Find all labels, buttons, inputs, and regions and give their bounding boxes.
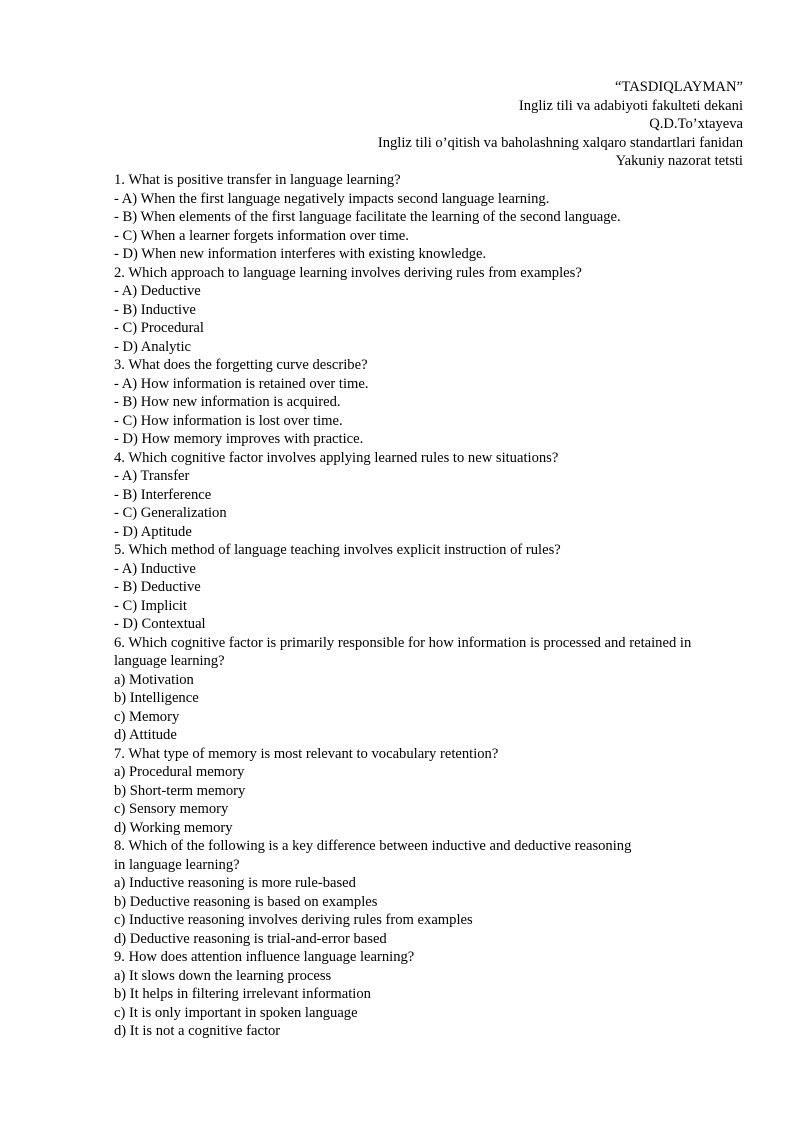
option: c) Inductive reasoning involves deriving rules from examples xyxy=(114,912,473,928)
option: - D) Contextual xyxy=(114,616,206,632)
question-8: 8. Which of the following is a key difference between inductive and deductive reasoning xyxy=(114,838,632,854)
option: a) Procedural memory xyxy=(114,764,245,780)
option: b) Intelligence xyxy=(114,690,199,706)
option: - A) Transfer xyxy=(114,468,190,484)
question-8-continued: in language learning? xyxy=(114,856,240,873)
option: - A) When the first language negatively impacts second language learning. xyxy=(114,190,550,207)
option: d) Deductive reasoning is trial-and-error based xyxy=(114,930,387,947)
option: d) Working memory xyxy=(114,819,233,836)
option: - C) Implicit xyxy=(114,597,187,614)
option: - B) How new information is acquired. xyxy=(114,394,341,410)
option: - D) Aptitude xyxy=(114,523,192,540)
option: - D) Analytic xyxy=(114,338,192,355)
option: - D) When new information interferes with existing knowledge. xyxy=(114,246,487,262)
question-3: 3. What does the forgetting curve describe? xyxy=(114,357,368,373)
option: d) It is not a cognitive factor xyxy=(114,1023,281,1039)
question-9: 9. How does attention influence language learning? xyxy=(114,949,415,965)
question-5: 5. Which method of language teaching involves explicit instruction of rules? xyxy=(114,542,561,558)
option: d) Attitude xyxy=(114,727,177,743)
option: - C) When a learner forgets information over time. xyxy=(114,227,409,244)
option: - B) Interference xyxy=(114,486,212,503)
option: - C) Procedural xyxy=(114,320,204,336)
question-2: 2. Which approach to language learning involves deriving rules from examples? xyxy=(114,264,582,281)
subject-title: Ingliz tili o’qitish va baholashning xalqaro standartlari fanidan xyxy=(377,134,743,151)
question-4: 4. Which cognitive factor involves applying learned rules to new situations? xyxy=(114,449,559,466)
option: a) It slows down the learning process xyxy=(114,967,332,984)
option: a) Motivation xyxy=(114,671,194,688)
option: - C) How information is lost over time. xyxy=(114,412,343,429)
dean-name: Q.D.To’xtayeva xyxy=(649,116,743,132)
option: b) It helps in filtering irrelevant information xyxy=(114,986,371,1002)
option: c) Memory xyxy=(114,708,180,725)
option: a) Inductive reasoning is more rule-based xyxy=(114,875,356,891)
option: - A) Inductive xyxy=(114,560,196,577)
approval-header xyxy=(378,78,743,171)
option: - C) Generalization xyxy=(114,505,227,521)
option: - B) When elements of the first language facilitate the learning of the second language. xyxy=(114,209,621,225)
option: c) It is only important in spoken language xyxy=(114,1004,358,1021)
question-1: 1. What is positive transfer in language learning? xyxy=(114,172,401,188)
option: - A) How information is retained over time. xyxy=(114,375,369,392)
question-7: 7. What type of memory is most relevant to vocabulary retention? xyxy=(114,745,499,762)
option: b) Short-term memory xyxy=(114,782,246,799)
option: c) Sensory memory xyxy=(114,801,229,817)
option: - A) Deductive xyxy=(114,283,201,299)
option: - B) Deductive xyxy=(114,579,201,595)
test-title: Yakuniy nazorat tetsti xyxy=(615,153,743,169)
option: b) Deductive reasoning is based on examples xyxy=(114,893,378,910)
option: - D) How memory improves with practice. xyxy=(114,431,364,447)
dean-title: Ingliz tili va adabiyoti fakulteti dekani xyxy=(518,97,743,114)
approval-stamp-text: “TASDIQLAYMAN” xyxy=(614,79,743,95)
question-list xyxy=(114,171,744,1041)
option: - B) Inductive xyxy=(114,301,196,318)
question-6: 6. Which cognitive factor is primarily responsible for how information is processed and retained in language learning? xyxy=(114,634,692,669)
